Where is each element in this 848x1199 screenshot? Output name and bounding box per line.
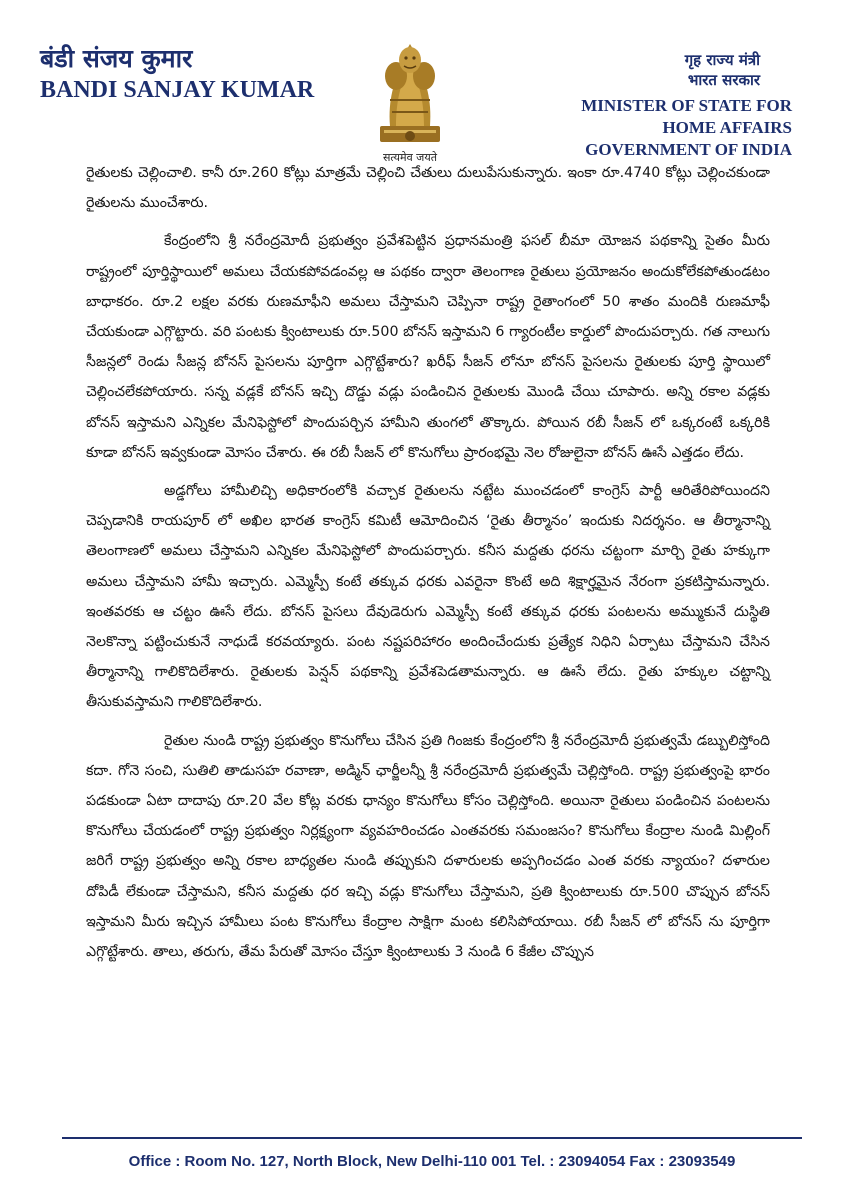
- role-english-line3: GOVERNMENT OF INDIA: [585, 140, 792, 159]
- paragraph: రైతులకు చెల్లించాలి. కానీ రూ.260 కోట్లు మాత్రమే చెల్లించి చేతులు దులుపేసుకున్నారు. ఇంకా రూ.4740 కోట్లు చెల్లించకుండా రైతులను ముంచేశారు.: [86, 165, 770, 212]
- letter-body: [86, 158, 770, 967]
- letterhead-name-block: [40, 44, 360, 104]
- emblem-motto: सत्यमेव जयते: [382, 151, 437, 164]
- national-emblem-icon: [360, 30, 460, 170]
- paragraph: అడ్డగోలు హామీలిచ్చి అధికారంలోకి వచ్చాక రైతులను నట్టేట ముంచడంలో కాంగ్రెస్ పార్టీ ఆరితేరిపోయిందని చెప్పడానికి రాయపూర్ లో అఖిల భారత కాంగ్రెస్ కమిటీ ఆమోదించిన ‘రైతు తీర్మానం’ ఇందుకు నిదర్శనం. ఆ తీర్మానాన్ని తెలంగాణలో అమలు చేస్తామని ఎన్నికల మేనిఫెస్టోలో పొందుపర్చారు. కనీస మద్దతు ధరను చట్టంగా మార్చి రైతు హక్కుగా అమలు చేస్తామని హామీ ఇచ్చారు. ఎమ్మెస్పీ కంటే తక్కువ ధరకు ఎవరైనా కొంటే అది శిక్షార్హమైన నేరంగా ప్రకటిస్తామన్నారు. ఇంతవరకు ఆ చట్టం ఊసే లేదు. బోనస్ పైసలు దేవుడెరుగు ఎమ్మెస్పీ కంటే తక్కువ ధరకు పంటలను అమ్ముకునే దుస్థితి నెలకొన్నా పట్టించుకునే నాధుడే కరవయ్యారు. పంట నష్టపరిహారం అందించేందుకు ప్రత్యేక నిధిని ఏర్పాటు చేస్తామని చేసిన తీర్మానాన్ని గాలికొదిలేశారు. రైతులకు పెన్షన్ పథకాన్ని ప్రవేశపెడతామన్నారు. ఆ ఊసే లేదు. రైతు హక్కుల చట్టాన్ని తీసుకువస్తామని గాలికొదిలేశారు.: [86, 483, 770, 711]
- role-hindi-line1: गृह राज्य मंत्री: [684, 51, 760, 69]
- footer-divider: [62, 1137, 802, 1139]
- footer-address: Office : Room No. 127, North Block, New Delhi-110 001 Tel. : 23094054 Fax : 23093549: [128, 1153, 736, 1170]
- paragraph: కేంద్రంలోని శ్రీ నరేంద్రమోదీ ప్రభుత్వం ప్రవేశపెట్టిన ప్రధానమంత్రి ఫసల్ బీమా యోజన పథకాన్ని సైతం మీరు రాష్ట్రంలో పూర్తిస్థాయిలో అమలు చేయకపోవడంవల్ల ఆ పథకం ద్వారా తెలంగాణ రైతులు ప్రయోజనం అందుకోలేకపోతుండటం బాధాకరం. రూ.2 లక్షల వరకు రుణమాఫీని అమలు చేస్తామని చెప్పినా రాష్ట్ర రైతాంగంలో 50 శాతం మందికి రుణమాఫీ చేయకుండా ఎగ్గొట్టారు. వరి పంటకు క్వింటాలుకు రూ.500 బోనస్ ఇస్తామని 6 గ్యారంటీల కార్డులో పొందుపర్చారు. గత నాలుగు సీజన్లలో రెండు సీజన్ల బోనస్ పైసలను పూర్తిగా ఎగ్గొట్టేశారు? ఖరీఫ్ సీజన్ లోనూ బోనస్ పైసలను రైతులకు పూర్తి స్థాయిలో చెల్లించలేకపోయారు. సన్న వడ్లకే బోనస్ ఇచ్చి దొడ్డు వడ్లు పండించిన రైతులకు మొండి చేయి చూపారు. అన్ని రకాల వడ్లకు బోనస్ ఇస్తామని ఎన్నికల మేనిఫెస్టోలో పొందుపర్చిన హామీని తుంగలో తొక్కారు. పోయిన రబీ సీజన్ లో ఒక్కరంటే ఒక్కరికి కూడా బోనస్ ఇవ్వకుండా మోసం చేశారు. ఈ రబీ సీజన్ లో కొనుగోలు ప్రారంభమై నెల రోజులైనా బోనస్ ఊసే ఎత్తడం లేదు.: [86, 233, 770, 461]
- letterhead-role-block: [492, 50, 792, 160]
- paragraph: రైతుల నుండి రాష్ట్ర ప్రభుత్వం కొనుగోలు చేసిన ప్రతి గింజకు కేంద్రంలోని శ్రీ నరేంద్రమోదీ ప్రభుత్వమే డబ్బులిస్తోంది కదా. గోనె సంచి, సుతిలి తాడుసహ రవాణా, అడ్మిన్ ఛార్జీలన్నీ శ్రీ నరేంద్రమోదీ ప్రభుత్వమే చెల్లిస్తోంది. రాష్ట్ర ప్రభుత్వంపై భారం పడకుండా ఏటా దాదాపు రూ.20 వేల కోట్ల వరకు ధాన్యం కొనుగోలు కోసం చెల్లిస్తోంది. అయినా రైతులు పండించిన పంటలను కొనుగోలు చేయడంలో రాష్ట్ర ప్రభుత్వం నిర్లక్ష్యంగా వ్యవహరించడం ఎంతవరకు సమంజసం? కొనుగోలు కేంద్రాల నుండి మిల్లింగ్ జరిగే రాష్ట్ర ప్రభుత్వం అన్ని రకాల బాధ్యతల నుండి తప్పుకుని దళారులకు అప్పగించడం ఎంత వరకు న్యాయం? దళారుల దోపిడీ లేకుండా చేస్తామని, కనీస మద్దతు ధర ఇచ్చి వడ్లు కొనుగోలు చేస్తామని, ప్రతి క్వింటాలుకు రూ.500 చొప్పున బోనస్ ఇస్తామని మీరు ఇచ్చిన హామీలు పంట కొనుగోలు కేంద్రాల సాక్షిగా మంట కలిసిపోయాయి. రబీ సీజన్ లో బోనస్ ను పూర్తిగా ఎగ్గొట్టేశారు. తాలు, తరుగు, తేమ పేరుతో మోసం చేస్తూ క్వింటాలుకు 3 నుండి 6 కేజీల చొప్పున: [86, 732, 770, 961]
- role-hindi-line2: भारत सरकार: [687, 71, 760, 89]
- role-english-line2: HOME AFFAIRS: [662, 118, 792, 137]
- name-hindi: बंडी संजय कुमार: [40, 44, 193, 73]
- name-english: BANDI SANJAY KUMAR: [40, 77, 315, 103]
- role-english-line1: MINISTER OF STATE FOR: [581, 96, 792, 115]
